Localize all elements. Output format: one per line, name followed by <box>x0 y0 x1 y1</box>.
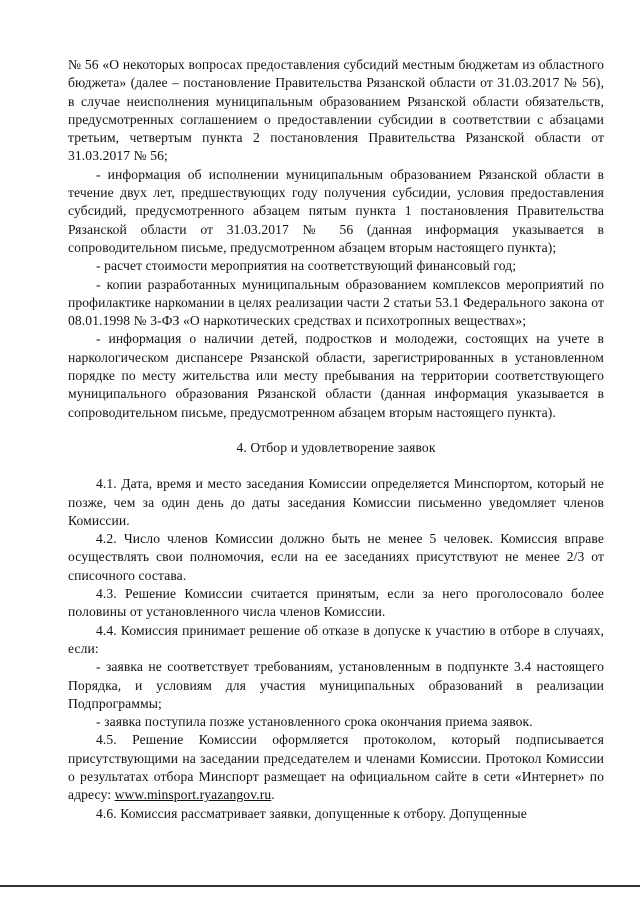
paragraph-4-5-end: . <box>271 787 275 803</box>
paragraph-4-3: 4.3. Решение Комиссии считается принятым, если за него проголосовало более половины от установленного числа членов Комиссии. <box>68 586 604 620</box>
paragraph-bullet-info-execution: - информация об исполнении муниципальным образованием Рязанской области в течение двух лет, предшествующих году получения субсидии, условия предоставления субсидий, предусмотренного абзацем пятым пункта 1 постановления Правительства Рязанской области от 31.03.2017 № 56 (данная информация указывается в сопроводительном письме, предусмотренном абзацем вторым настоящего пункта); <box>68 166 604 255</box>
document-body <box>68 56 604 823</box>
section-heading: 4. Отбор и удовлетворение заявок <box>236 439 436 455</box>
paragraph-bullet-cost: - расчет стоимости мероприятия на соответствующий финансовый год; <box>96 258 517 274</box>
scan-edge-line <box>0 885 640 887</box>
minsport-website-link[interactable]: www.minsport.ryazangov.ru <box>114 787 272 803</box>
paragraph-4-4-bullet-2: - заявка поступила позже установленного срока окончания приема заявок. <box>96 714 533 730</box>
paragraph-4-5-text: 4.5. Решение Комиссии оформляется протоколом, который подписывается присутствующими на заседании председателем и членами Комиссии. Протокол Комиссии о результатах отбора Минспорт размещает на официальном сайте в сети «Интернет» по адресу: <box>68 732 604 803</box>
paragraph-continuation: № 56 «О некоторых вопросах предоставления субсидий местным бюджетам из областного бюджета» (далее – постановление Правительства Рязанской области от 31.03.2017 № 56), в случае неисполнения муниципальным образованием Рязанской области обязательств, предусмотренных соглашением о предоставлении субсидии в соответствии с абзацами третьим, четвертым пункта 2 постановления Правительства Рязанской области от 31.03.2017 № 56; <box>68 57 604 164</box>
paragraph-bullet-children-info: - информация о наличии детей, подростков и молодежи, состоящих на учете в наркологическом диспансере Рязанской области, зарегистрированных в установленном порядке по месту жительства или месту пребывания на территории соответствующего муниципального образования Рязанской области (данная информация указывается в сопроводительном письме, предусмотренном абзацем вторым настоящего пункта). <box>68 331 604 420</box>
paragraph-4-1: 4.1. Дата, время и место заседания Комиссии определяется Минспортом, который не позже, чем за один день до даты заседания Комиссии письменно уведомляет членов Комиссии. <box>68 476 604 528</box>
paragraph-4-4-bullet-1: - заявка не соответствует требованиям, установленным в подпункте 3.4 настоящего Порядка, и условиям для участия муниципальных образований в реализации Подпрограммы; <box>68 659 604 711</box>
paragraph-4-6: 4.6. Комиссия рассматривает заявки, допущенные к отбору. Допущенные <box>96 805 527 821</box>
paragraph-4-2: 4.2. Число членов Комиссии должно быть не менее 5 человек. Комиссия вправе осуществлять свои полномочия, если на ее заседаниях присутствуют не менее 2/3 от списочного состава. <box>68 531 604 583</box>
paragraph-bullet-copies: - копии разработанных муниципальным образованием комплексов мероприятий по профилактике наркомании в целях реализации части 2 статьи 53.1 Федерального закона от 08.01.1998 № 3-ФЗ «О наркотических средствах и психотропных веществах»; <box>68 276 604 329</box>
paragraph-4-4: 4.4. Комиссия принимает решение об отказе в допуске к участию в отборе в случаях, если: <box>68 622 604 656</box>
paragraph-4-5 <box>68 731 604 804</box>
